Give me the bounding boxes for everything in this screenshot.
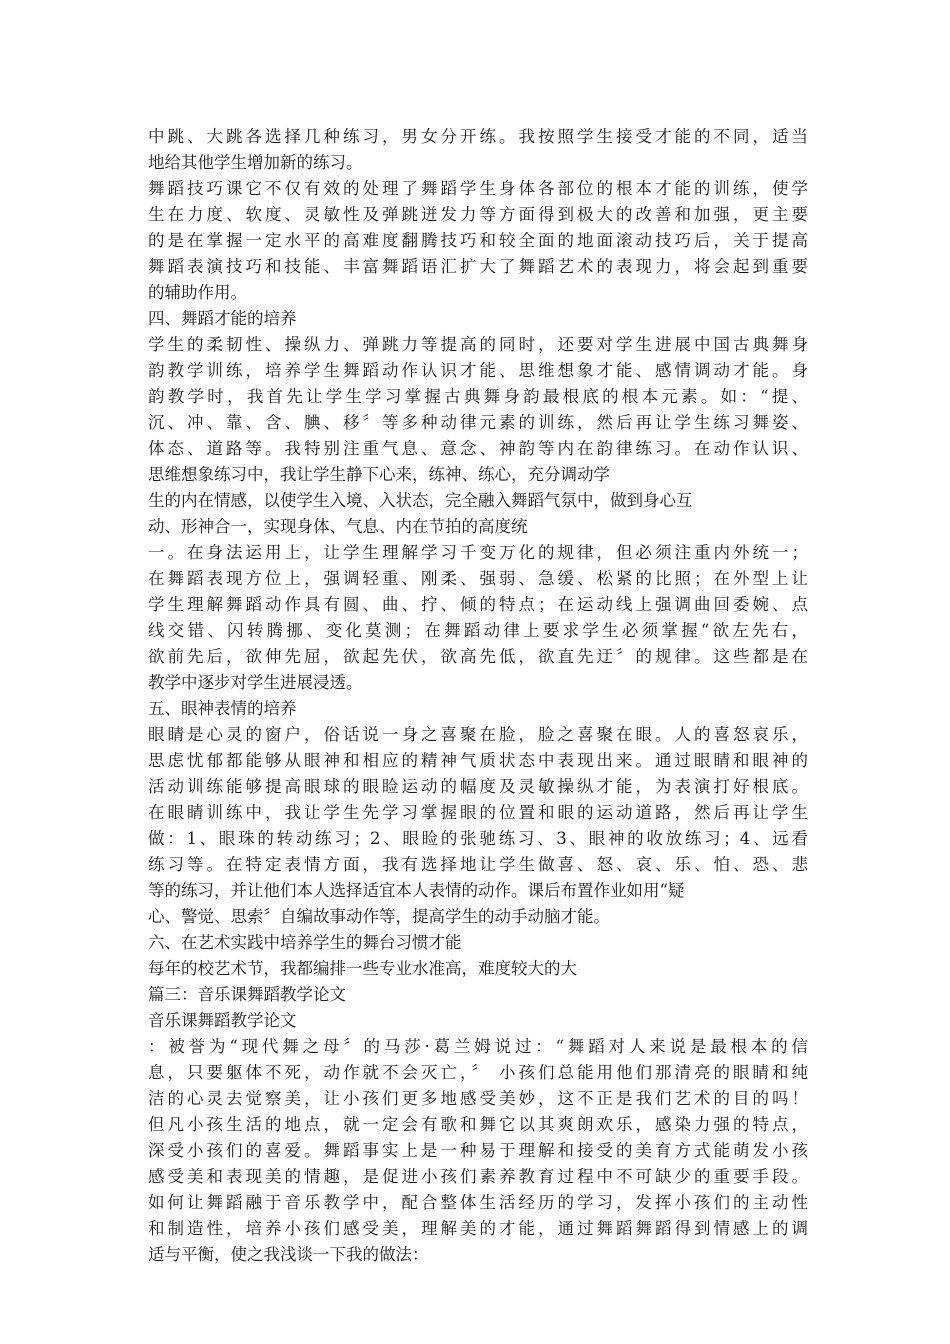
text-line: 六、在艺术实践中培养学生的舞台习惯才能 — [148, 933, 462, 952]
text-line: 的是在掌握一定水平的高难度翻腾技巧和较全面的地面滚动技巧后，关于提高 — [148, 231, 808, 250]
text-line: 五、眼神表情的培养 — [148, 699, 297, 718]
text-line: 教学中逐步对学生进展浸透。 — [148, 673, 363, 692]
text-line: 地给其他学生增加新的练习。 — [148, 153, 363, 172]
text-line: 感受美和表现美的情趣，是促进小孩们素养教育过程中不可缺少的重要手段。 — [148, 1167, 808, 1186]
text-line: 在眼睛训练中，我让学生先学习掌握眼的位置和眼的运动道路，然后再让学生 — [148, 803, 808, 822]
text-line: 生在力度、软度、灵敏性及弹跳迸发力等方面得到极大的改善和加强，更主要 — [148, 205, 808, 224]
text-line: 活动训练能够提高眼球的眼睑运动的幅度及灵敏操纵才能，为表演打好根底。 — [148, 777, 808, 796]
text-line: 生的内在情感，以使学生入境、入状态，完全融入舞蹈气氛中，做到身心互 — [148, 491, 693, 510]
text-line: 动、形神合一，实现身体、气息、内在节拍的高度统 — [148, 517, 528, 536]
text-line: 深受小孩们的喜爱。舞蹈事实上是一种易于理解和接受的美育方式能萌发小孩 — [148, 1141, 808, 1160]
document-body — [148, 124, 808, 1268]
text-line: 学生理解舞蹈动作具有圆、曲、拧、倾的特点；在运动线上强调曲回委婉、点 — [148, 595, 808, 614]
text-line: 韵教学训练，培养学生舞蹈动作认识才能、思维想象才能、感情调动才能。身 — [148, 361, 808, 380]
text-line: 篇三：音乐课舞蹈教学论文 — [148, 985, 346, 1004]
text-line: 等的练习，并让他们本人选择适宜本人表情的动作。课后布置作业如用“疑 — [148, 881, 685, 900]
text-line: 四、舞蹈才能的培养 — [148, 309, 297, 328]
text-line: 中跳、大跳各选择几种练习，男女分开练。我按照学生接受才能的不同，适当 — [148, 127, 808, 146]
text-line: ：被誉为“现代舞之母〞的马莎·葛兰姆说过：“舞蹈对人来说是最根本的信 — [148, 1037, 808, 1056]
text-line: 每年的校艺术节，我都编排一些专业水准高，难度较大的大 — [148, 959, 577, 978]
text-line: 心、警觉、思索〞自编故事动作等，提高学生的动手动脑才能。 — [148, 907, 610, 926]
text-line: 欲前先后，欲伸先屈，欲起先伏，欲高先低，欲直先迂〞的规律。这些都是在 — [148, 647, 808, 666]
text-line: 体态、道路等。我特别注重气息、意念、神韵等内在韵律练习。在动作认识、 — [148, 439, 808, 458]
text-line: 线交错、闪转腾挪、变化莫测；在舞蹈动律上要求学生必须掌握“欲左先右， — [148, 621, 808, 640]
text-line: 洁的心灵去觉察美，让小孩们更多地感受美妙，这不正是我们艺术的目的吗！ — [148, 1089, 808, 1108]
text-line: 和制造性，培养小孩们感受美，理解美的才能，通过舞蹈舞蹈得到情感上的调 — [148, 1219, 808, 1238]
text-line: 沉、冲、靠、含、腆、移〞等多种动律元素的训练，然后再让学生练习舞姿、 — [148, 413, 808, 432]
text-line: 思虑忧郁都能够从眼神和相应的精神气质状态中表现出来。通过眼睛和眼神的 — [148, 751, 808, 770]
text-line: 息，只要躯体不死，动作就不会灭亡，〞 小孩们总能用他们那清亮的眼睛和纯 — [148, 1063, 808, 1082]
text-line: 如何让舞蹈融于音乐教学中，配合整体生活经历的学习，发挥小孩们的主动性 — [148, 1193, 808, 1212]
text-line: 做：1、眼珠的转动练习；2、眼睑的张驰练习、3、眼神的收放练习；4、远看 — [148, 829, 808, 848]
text-line: 一。在身法运用上，让学生理解学习千变万化的规律，但必须注重内外统一； — [148, 543, 808, 562]
text-line: 舞蹈技巧课它不仅有效的处理了舞蹈学生身体各部位的根本才能的训练，使学 — [148, 179, 808, 198]
text-line: 舞蹈表演技巧和技能、丰富舞蹈语汇扩大了舞蹈艺术的表现力，将会起到重要 — [148, 257, 808, 276]
text-line: 在舞蹈表现方位上，强调轻重、刚柔、强弱、急缓、松紧的比照；在外型上让 — [148, 569, 808, 588]
text-line: 适与平衡，使之我浅谈一下我的做法： — [148, 1245, 429, 1264]
text-line: 学生的柔韧性、操纵力、弹跳力等提高的同时，还要对学生进展中国古典舞身 — [148, 335, 808, 354]
text-line: 音乐课舞蹈教学论文 — [148, 1011, 297, 1030]
text-line: 韵教学时，我首先让学生学习掌握古典舞身韵最根底的根本元素。如：“提、 — [148, 387, 808, 406]
text-line: 练习等。在特定表情方面，我有选择地让学生做喜、怒、哀、乐、怕、恐、悲 — [148, 855, 808, 874]
text-line: 思维想象练习中，我让学生静下心来，练神、练心，充分调动学 — [148, 465, 610, 484]
text-line: 但凡小孩生活的地点，就一定会有歌和舞它以其爽朗欢乐，感染力强的特点， — [148, 1115, 808, 1134]
text-line: 的辅助作用。 — [148, 283, 247, 302]
text-line: 眼睛是心灵的窗户，俗话说一身之喜聚在脸，脸之喜聚在眼。人的喜怒哀乐， — [148, 725, 808, 744]
